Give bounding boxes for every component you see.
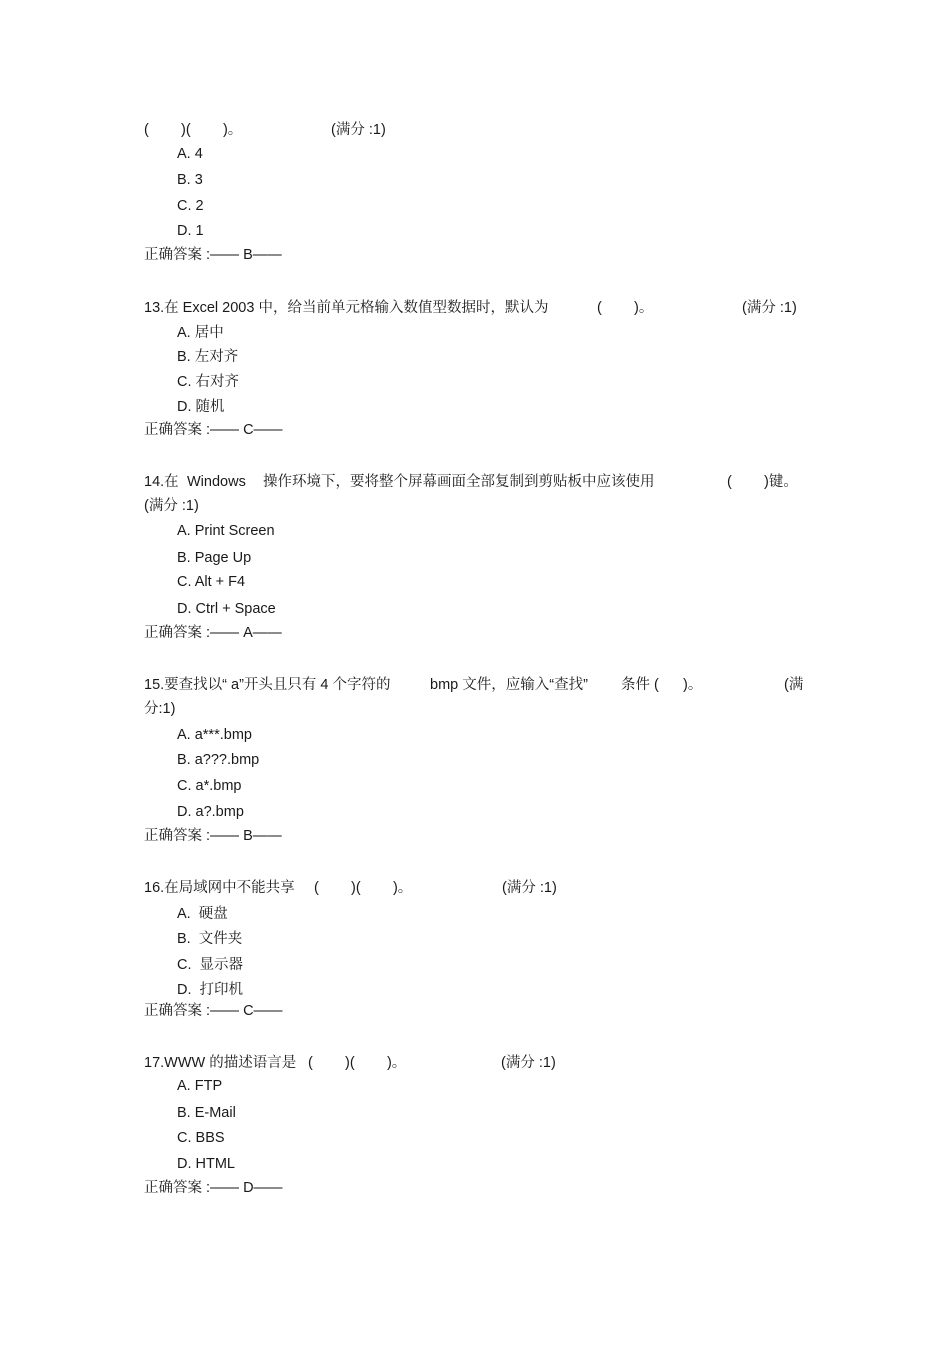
score-label: (满分 :1)	[501, 1055, 556, 1071]
option-a: A. a***.bmp	[177, 727, 252, 743]
answer-blank: ( )。	[597, 300, 654, 316]
answer-blank: ( )( )。	[308, 1055, 407, 1071]
score-label: (满分 :1)	[144, 498, 199, 514]
question-stem-prefix: 15.要查找以“ a”开头且只有 4 个字符的	[144, 677, 391, 693]
question-stem: 17.WWW 的描述语言是	[144, 1055, 297, 1071]
answer-blank: ( )键。	[727, 474, 798, 490]
score-label: (满分 :1)	[331, 122, 386, 138]
score-label: (满分 :1)	[742, 300, 797, 316]
option-b: B. 左对齐	[177, 349, 239, 365]
question-stem-suffix: 条件 ( )。	[621, 677, 703, 693]
question-stem: bmp 文件，应输入“查找”	[430, 677, 588, 693]
option-c: C. 右对齐	[177, 374, 240, 390]
correct-answer: 正确答案 :—— C——	[144, 422, 283, 438]
score-label: (满分 :1)	[502, 880, 557, 896]
question-stem: 操作环境下，要将整个屏幕画面全部复制到剪贴板中应该使用	[263, 474, 655, 490]
correct-answer: 正确答案 :—— B——	[144, 247, 282, 263]
option-b: B. E-Mail	[177, 1105, 236, 1121]
score-label-start: (满	[784, 677, 804, 693]
option-d: D. 打印机	[177, 982, 244, 998]
question-stem-os: Windows	[187, 474, 246, 490]
question-stem: ( )( )。	[144, 122, 243, 138]
option-b: B. 文件夹	[177, 931, 243, 947]
option-a: A. 硬盘	[177, 906, 228, 922]
question-stem: 13.在 Excel 2003 中，给当前单元格输入数值型数据时，默认为	[144, 300, 549, 316]
option-b: B. 3	[177, 172, 203, 188]
correct-answer: 正确答案 :—— D——	[144, 1180, 283, 1196]
option-d: D. Ctrl + Space	[177, 601, 276, 617]
correct-answer: 正确答案 :—— A——	[144, 625, 282, 641]
option-a: A. Print Screen	[177, 523, 275, 539]
correct-answer: 正确答案 :—— B——	[144, 828, 282, 844]
option-a: A. FTP	[177, 1078, 223, 1094]
question-stem: 16.在局域网中不能共享	[144, 880, 295, 896]
option-d: D. 1	[177, 223, 204, 239]
question-stem-prefix: 14.在	[144, 474, 179, 490]
option-c: C. 显示器	[177, 957, 244, 973]
answer-blank: ( )( )。	[314, 880, 413, 896]
option-b: B. a???.bmp	[177, 752, 260, 768]
option-d: D. a?.bmp	[177, 804, 244, 820]
option-d: D. 随机	[177, 399, 225, 415]
option-c: C. BBS	[177, 1130, 225, 1146]
option-d: D. HTML	[177, 1156, 235, 1172]
option-c: C. 2	[177, 198, 204, 214]
score-label-end: 分:1)	[144, 701, 176, 717]
option-a: A. 居中	[177, 325, 224, 341]
option-b: B. Page Up	[177, 550, 252, 566]
option-a: A. 4	[177, 146, 203, 162]
option-c: C. a*.bmp	[177, 778, 242, 794]
correct-answer: 正确答案 :—— C——	[144, 1003, 283, 1019]
option-c: C. Alt + F4	[177, 574, 246, 590]
